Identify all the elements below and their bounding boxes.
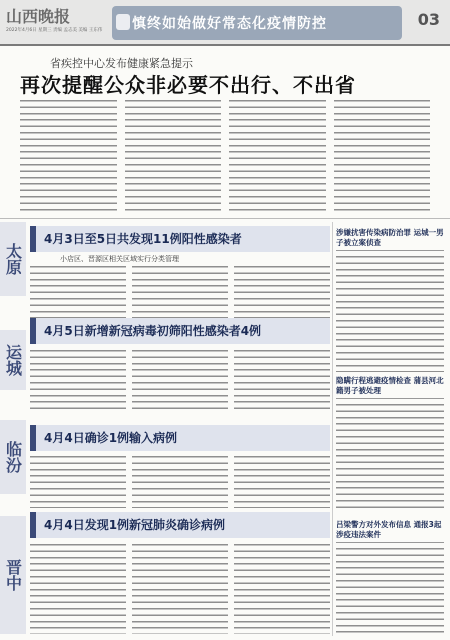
section-body bbox=[30, 348, 330, 412]
text-column bbox=[132, 348, 228, 412]
shield-icon bbox=[116, 14, 130, 30]
page-number: 03 bbox=[417, 10, 440, 29]
section-head-jinzhong bbox=[30, 512, 330, 538]
text-column bbox=[234, 264, 330, 326]
section-body bbox=[30, 454, 330, 508]
section-label-linfen: 临汾 bbox=[0, 420, 26, 494]
section-body bbox=[30, 542, 330, 634]
sidebar-article bbox=[336, 520, 444, 636]
sidebar-body bbox=[336, 546, 444, 636]
banner-title: 慎终如始做好常态化疫情防控 bbox=[132, 16, 327, 32]
text-column bbox=[234, 454, 330, 508]
header-meta: 2022年4月6日 星期三 责编 孟志美 美编 王东伟 bbox=[6, 28, 103, 33]
text-column bbox=[234, 348, 330, 412]
sidebar-article bbox=[336, 228, 444, 372]
text-column bbox=[30, 348, 126, 412]
masthead: 山西晚报 bbox=[6, 7, 71, 26]
column-divider bbox=[332, 222, 333, 636]
section-subtitle: 小店区、晋源区相关区域实行分类管理 bbox=[60, 255, 179, 263]
lead-headline: 再次提醒公众非必要不出行、不出省 bbox=[20, 73, 356, 97]
sidebar-title: 吕梁警方对外发布信息 通报3起涉疫违法案件 bbox=[336, 520, 444, 543]
text-column bbox=[229, 98, 326, 214]
text-column bbox=[125, 98, 222, 214]
sidebar-title: 隐瞒行程逃避疫情检查 蒲县河北籍男子被处理 bbox=[336, 376, 444, 399]
section-head-yuncheng bbox=[30, 318, 330, 344]
section-title: 4月4日确诊1例输入病例 bbox=[44, 431, 178, 445]
section-label-taiyuan: 太原 bbox=[0, 222, 26, 296]
text-column bbox=[20, 98, 117, 214]
sidebar-article bbox=[336, 376, 444, 512]
text-column bbox=[132, 454, 228, 508]
text-column bbox=[234, 542, 330, 634]
section-title: 4月3日至5日共发现11例阳性感染者 bbox=[44, 232, 242, 246]
sidebar-title: 涉嫌扰害传染病防治罪 运城一男子被立案侦查 bbox=[336, 228, 444, 251]
section-head-taiyuan bbox=[30, 226, 330, 252]
section-title: 4月4日发现1例新冠肺炎确诊病例 bbox=[44, 518, 226, 532]
sidebar-body bbox=[336, 254, 444, 372]
text-column bbox=[30, 454, 126, 508]
banner bbox=[112, 6, 402, 40]
divider bbox=[0, 218, 450, 219]
sidebar-body bbox=[336, 402, 444, 512]
lead-body bbox=[20, 98, 430, 214]
section-title: 4月5日新增新冠病毒初筛阳性感染者4例 bbox=[44, 324, 262, 338]
section-label-yuncheng: 运城 bbox=[0, 330, 26, 390]
text-column bbox=[30, 542, 126, 634]
text-column bbox=[132, 264, 228, 326]
lead-kicker: 省疾控中心发布健康紧急提示 bbox=[50, 57, 193, 70]
page-header bbox=[0, 0, 450, 46]
section-label-jinzhong: 晋中 bbox=[0, 516, 26, 634]
section-body bbox=[30, 264, 330, 326]
text-column bbox=[132, 542, 228, 634]
text-column bbox=[334, 98, 431, 214]
text-column bbox=[30, 264, 126, 326]
section-head-linfen bbox=[30, 425, 330, 451]
